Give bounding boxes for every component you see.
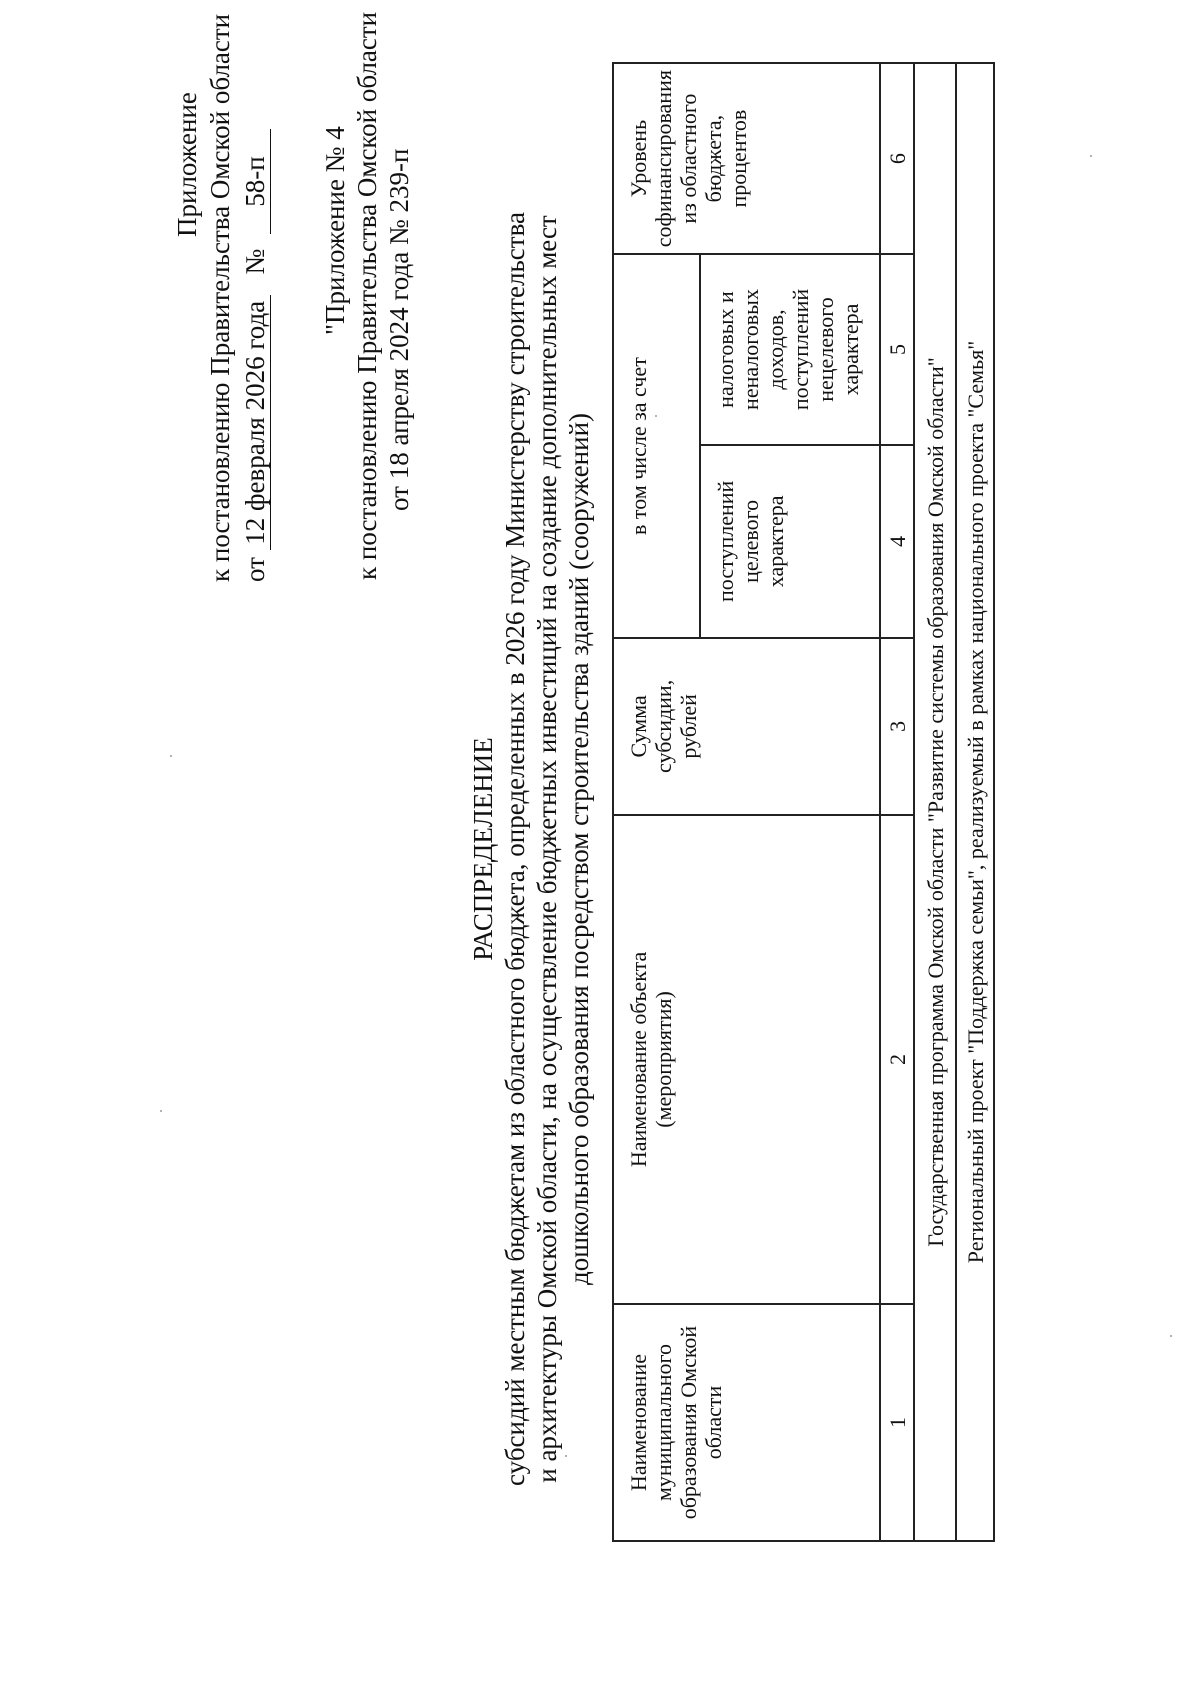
appendix-resolution-line: к постановлению Правительства Омской области: [205, 13, 235, 582]
scan-speck: [655, 415, 657, 417]
distribution-table: [612, 62, 995, 1542]
header-object-name: Наименование объекта (мероприятия): [613, 815, 880, 1304]
column-number-6: 6: [880, 63, 914, 254]
column-number-2: 2: [880, 815, 914, 1304]
appendix-title: Приложение: [172, 92, 202, 237]
document-title-line-1: субсидий местным бюджетам из областного бюджета, определенных в 2026 году Министерству строительства: [500, 212, 530, 1486]
table-header-row: [613, 63, 700, 1541]
scan-speck: [170, 755, 172, 757]
scan-speck: [1170, 1335, 1172, 1337]
regional-project-label: Региональный проект "Поддержка семьи", реализуемый в рамках национального проекта "Семья": [956, 63, 994, 1541]
header-targeted-receipts: поступлений целевого характера: [700, 445, 880, 638]
regional-project-row: [956, 63, 994, 1541]
resolution-date: 12 февраля 2026 года: [240, 295, 271, 550]
program-row: [914, 63, 956, 1541]
appendix-date-line: [240, 129, 271, 582]
table-numbering-row: [880, 63, 914, 1541]
header-subsidy-amount: Сумма субсидии, рублей: [613, 638, 880, 815]
scan-speck: [565, 1455, 567, 1457]
from-label: от: [240, 557, 270, 582]
state-program-label: Государственная программа Омской области "Развитие системы образования Омской области": [914, 63, 956, 1541]
scan-speck: [160, 1110, 162, 1112]
document-heading: РАСПРЕДЕЛЕНИЕ: [468, 737, 498, 961]
column-number-1: 1: [880, 1304, 914, 1541]
header-tax-nontax-income: налоговых и неналоговых доходов, поступлений нецелевого характера: [700, 254, 880, 445]
quote-appendix: "Приложение № 4: [320, 126, 350, 335]
column-number-4: 4: [880, 445, 914, 638]
header-cofinancing-level: Уровень софинансирования из областного бюджета, процентов: [613, 63, 880, 254]
column-number-3: 3: [880, 638, 914, 815]
quote-date-line: от 18 апреля 2024 года № 239-п: [384, 148, 414, 511]
column-number-5: 5: [880, 254, 914, 445]
resolution-number: 58-п: [240, 129, 271, 234]
number-sign: №: [240, 248, 270, 275]
scan-speck: [1090, 155, 1092, 157]
document-title-line-2: и архитектуры Омской области, на осуществление бюджетных инвестиций на создание дополнительных мест: [532, 215, 562, 1483]
quote-resolution-line: к постановлению Правительства Омской области: [352, 11, 382, 580]
header-including: в том числе за счет: [613, 254, 700, 638]
header-municipality: Наименование муниципального образования Омской области: [613, 1304, 880, 1541]
document-title-line-3: дошкольного образования посредством строительства зданий (сооружений): [564, 412, 594, 1286]
